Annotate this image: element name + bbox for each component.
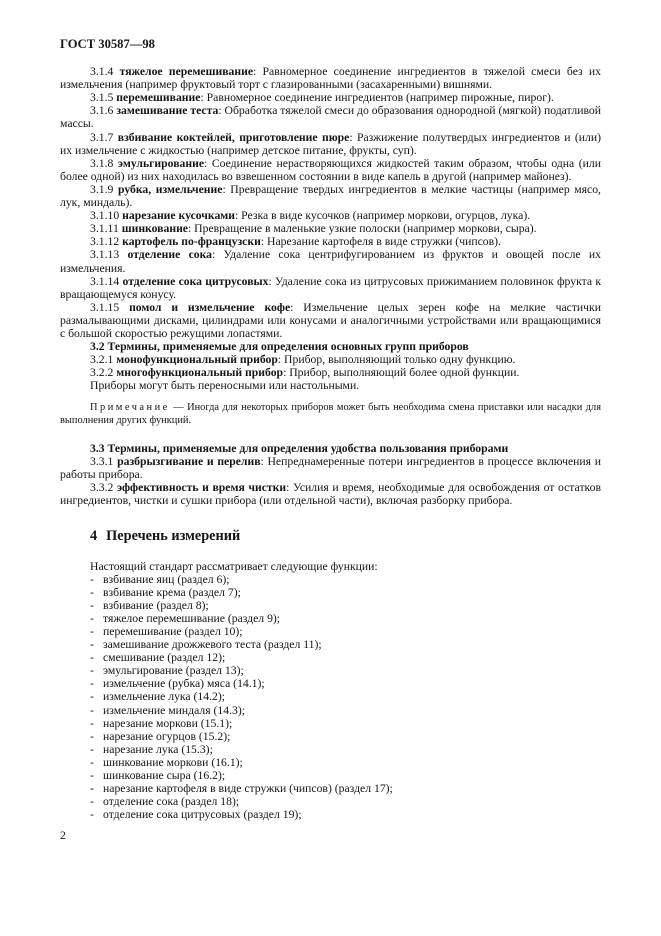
measurement-item-text: нарезание лука (15.3); <box>103 742 213 756</box>
term-name: замешивание теста <box>116 104 219 118</box>
list-dash: - <box>90 624 94 638</box>
list-dash: - <box>90 598 94 612</box>
clause-number: 3.1.8 <box>90 156 114 170</box>
list-dash: - <box>90 664 94 678</box>
measurement-item-text: взбивание крема (раздел 7); <box>103 585 241 599</box>
measurement-item <box>60 769 601 782</box>
measurement-item <box>60 756 601 769</box>
measurement-item-text: тяжелое перемешивание (раздел 9); <box>103 611 281 625</box>
clause-number: 3.3.2 <box>90 481 114 495</box>
clause-number: 3.1.12 <box>90 235 120 249</box>
term-definition: 3.1.14 отделение сока цитрусовых: Удаление сока из цитрусовых прижиманием половинок фрукта к вращающемуся конусу. <box>60 274 601 301</box>
section-4-number: 4 <box>90 527 98 544</box>
measurement-item-text: измельчение лука (14.2); <box>103 690 226 704</box>
list-dash: - <box>90 585 94 599</box>
list-dash: - <box>90 729 94 743</box>
term-name: взбивание коктейлей, приготовление пюре <box>117 130 350 144</box>
measurement-item <box>60 612 601 625</box>
list-dash: - <box>90 808 94 822</box>
list-dash: - <box>90 742 94 756</box>
measurement-item-text: отделение сока (раздел 18); <box>103 795 240 809</box>
clause-number: 3.1.6 <box>90 104 114 118</box>
clause-number: 3.1.15 <box>90 300 120 314</box>
term-definition: 3.1.7 взбивание коктейлей, приготовление пюре: Разжижение полутвердых ингредиентов и (или) их измельчение с жидкостью (например детское питание, фрукты, суп). <box>60 130 602 157</box>
measurement-item-text: отделение сока цитрусовых (раздел 19); <box>103 808 302 822</box>
term-definition: 3.3.1 разбрызгивание и перелив: Непреднамеренные потери ингредиентов в процессе включения и работы прибора. <box>60 455 601 482</box>
term-name: тяжелое перемешивание <box>119 65 254 79</box>
term-definition: 3.1.6 замешивание теста: Обработка тяжелой смеси до образования однородной (мягкой) податливой массы. <box>60 104 601 131</box>
measurement-item-text: эмульгирование (раздел 13); <box>103 664 244 678</box>
measurement-item-text: нарезание моркови (15.1); <box>103 716 233 730</box>
clause-number: 3.1.5 <box>90 91 114 105</box>
list-dash: - <box>90 795 94 809</box>
clause-number: 3.1.9 <box>90 182 114 196</box>
term-name: шинкование <box>121 222 188 236</box>
list-dash: - <box>90 677 94 691</box>
subsection-heading: 3.2 Термины, применяемые для определения основных групп приборов <box>90 340 469 354</box>
term-definition: 3.1.11 шинкование: Превращение в маленькие узкие полоски (например моркови, сыра). <box>90 222 537 236</box>
measurement-item <box>60 782 601 795</box>
measurement-item-text: измельчение миндаля (14.3); <box>103 703 246 717</box>
measurement-item <box>60 808 601 821</box>
body-paragraph: Приборы могут быть переносными или настольными. <box>90 379 360 393</box>
term-definition: 3.1.8 эмульгирование: Соединение нерастворяющихся жидкостей таким образом, чтобы одна (или более одной) из них находилась во взвешенном состоянии в виде капель в другой (например майонез). <box>60 156 602 183</box>
measurement-item-text: взбивание (раздел 8); <box>103 598 209 612</box>
note-paragraph: Примечание — Иногда для некоторых приборов может быть необходима смена приставки или насадки для выполнения других функций. <box>60 402 601 426</box>
measurement-item <box>60 651 601 664</box>
term-name: картофель по-французски <box>122 235 261 249</box>
term-name: многофункциональный прибор <box>116 366 284 380</box>
document-content <box>0 51 661 821</box>
list-dash: - <box>90 638 94 652</box>
section-4-heading <box>60 528 601 544</box>
list-dash: - <box>90 716 94 730</box>
document-header <box>0 0 661 51</box>
term-definition: 3.1.5 перемешивание: Равномерное соединение ингредиентов (например пирожные, пирог). <box>90 91 554 105</box>
list-dash: - <box>90 755 94 769</box>
subsection-heading: 3.3 Термины, применяемые для определения удобства пользования приборами <box>90 442 509 456</box>
measurement-item <box>60 743 601 756</box>
note-label: Примечание <box>90 402 170 414</box>
measurement-item-text: измельчение (рубка) мяса (14.1); <box>103 677 265 691</box>
measurement-item <box>60 677 601 690</box>
term-definition: 3.1.9 рубка, измельчение: Превращение твердых ингредиентов в мелкие частицы (например мясо, лук, миндаль). <box>60 182 601 210</box>
term-name: рубка, измельчение <box>117 182 223 196</box>
term-definition: 3.3.2 эффективность и время чистки: Усилия и время, необходимые для освобождения от остатков ингредиентов, чистки и сушки прибора (или отдельной части), включая разборку прибора. <box>60 481 601 508</box>
measurement-item <box>60 704 601 717</box>
measurement-item <box>60 795 601 808</box>
measurement-item <box>60 573 601 586</box>
term-definition: 3.1.15 помол и измельчение кофе: Измельчение целых зерен кофе на мелкие частички размалывающими дисками, цилиндрами или конусами и аналогичными устройствами или вращающимися с большой скоростью режущими лопастями. <box>60 300 601 340</box>
term-name: эффективность и время чистки <box>116 481 287 495</box>
measurement-item <box>60 625 601 638</box>
measurement-item <box>60 638 601 651</box>
list-dash: - <box>90 782 94 796</box>
measurement-item <box>60 730 601 743</box>
term-name: монофункциональный прибор <box>116 353 278 367</box>
section-4-intro: Настоящий стандарт рассматривает следующие функции: <box>90 559 378 573</box>
measurement-item-text: шинкование моркови (16.1); <box>103 755 243 769</box>
measurement-item-text: смешивание (раздел 12); <box>103 651 226 665</box>
clause-number: 3.2.1 <box>90 353 114 367</box>
measurement-item <box>60 599 601 612</box>
term-name: перемешивание <box>116 91 201 105</box>
list-dash: - <box>90 769 94 782</box>
clause-number: 3.2.2 <box>90 366 114 380</box>
measurement-item <box>60 690 601 703</box>
measurement-item-text: шинкование сыра (16.2); <box>103 769 226 782</box>
page-number: 2 <box>60 829 66 842</box>
term-name: эмульгирование <box>117 156 205 170</box>
measurement-item-text: нарезание картофеля в виде стружки (чипсов) (раздел 17); <box>103 782 393 796</box>
measurement-item <box>60 717 601 730</box>
measurement-item <box>60 586 601 599</box>
clause-number: 3.1.11 <box>90 222 119 236</box>
term-name: помол и измельчение кофе <box>129 300 291 314</box>
term-name: отделение сока <box>127 248 213 262</box>
clause-number: 3.1.14 <box>90 274 120 288</box>
term-definition: 3.1.4 тяжелое перемешивание: Равномерное соединение ингредиентов в тяжелой смеси без их измельчения (например фруктовый торт с глазированными (засахаренными) вишнями. <box>60 65 601 92</box>
term-name: нарезание кусочками <box>122 209 235 223</box>
section-4-title: Перечень измерений <box>106 527 241 544</box>
clause-number: 3.3.1 <box>90 455 114 469</box>
term-definition: 3.1.12 картофель по-французски: Нарезание картофеля в виде стружки (чипсов). <box>90 235 501 249</box>
list-dash: - <box>90 572 94 586</box>
measurement-item-text: взбивание яиц (раздел 6); <box>103 572 230 586</box>
term-definition: 3.2.2 многофункциональный прибор: Прибор, выполняющий более одной функции. <box>90 366 520 380</box>
measurement-item <box>60 664 601 677</box>
terms-section <box>60 65 601 507</box>
standard-number: ГОСТ 30587—98 <box>60 37 155 51</box>
clause-number: 3.1.10 <box>90 209 120 223</box>
list-dash: - <box>90 703 94 717</box>
term-name: разбрызгивание и перелив <box>117 455 261 469</box>
measurement-item-text: перемешивание (раздел 10); <box>103 624 243 638</box>
clause-number: 3.1.7 <box>90 130 114 144</box>
measurement-item-text: замешивание дрожжевого теста (раздел 11); <box>103 638 322 652</box>
term-name: отделение сока цитрусовых <box>122 274 269 288</box>
clause-number: 3.1.4 <box>90 65 114 79</box>
term-definition: 3.1.10 нарезание кусочками: Резка в виде кусочков (например моркови, огурцов, лука). <box>90 209 531 223</box>
term-definition: 3.2.1 монофункциональный прибор: Прибор, выполняющий только одну функцию. <box>90 353 516 367</box>
measurement-item-text: нарезание огурцов (15.2); <box>103 729 231 743</box>
list-dash: - <box>90 611 94 625</box>
list-dash: - <box>90 690 94 704</box>
list-dash: - <box>90 651 94 665</box>
clause-number: 3.1.13 <box>90 248 120 262</box>
page-footer <box>60 829 66 842</box>
measurements-list <box>60 573 601 822</box>
term-definition: 3.1.13 отделение сока: Удаление сока центрифугированием из фруктов и овощей после их измельчения. <box>60 248 602 275</box>
